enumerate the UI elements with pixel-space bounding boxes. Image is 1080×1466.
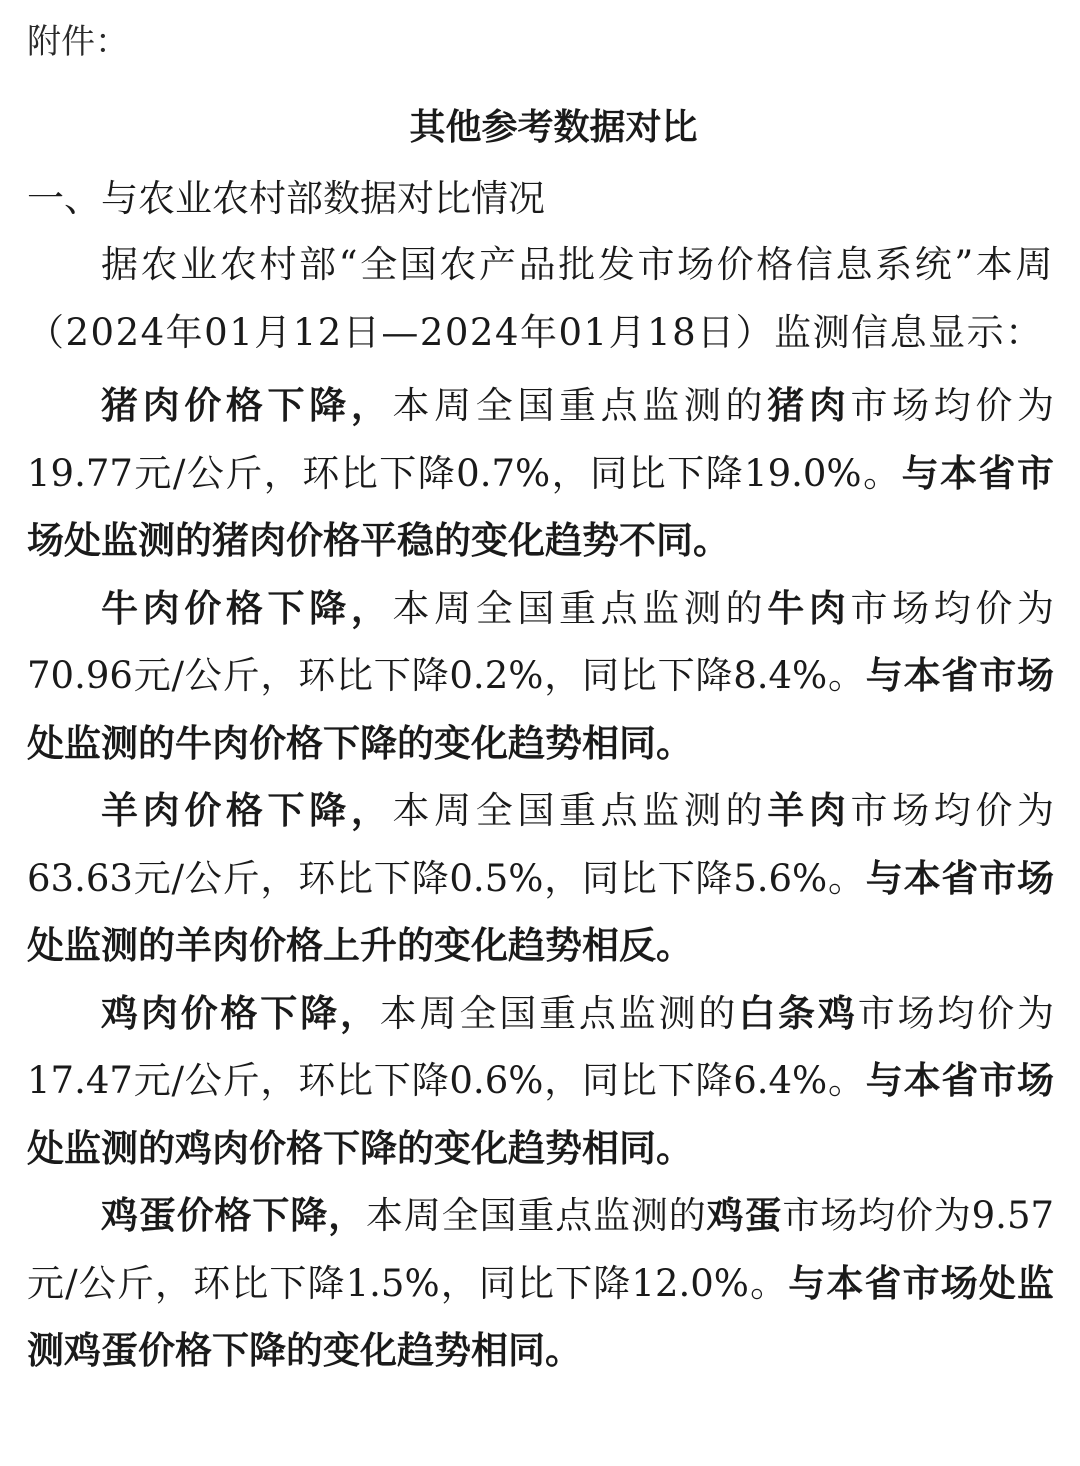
item-conclusion: 与本省市场处监测的鸡肉价格下降的变化趋势相同。 bbox=[27, 1059, 1054, 1170]
item-text: 市场均价为19.77元/公斤，环比下降0.7%，同比下降19.0%。 bbox=[27, 384, 1055, 495]
attachment-label: 附件： bbox=[27, 22, 129, 62]
item-text: 市场均价为9.57元/公斤，环比下降1.5%，同比下降12.0%。 bbox=[27, 1194, 1055, 1305]
price-item-pork bbox=[27, 372, 1054, 575]
item-product: 羊肉 bbox=[767, 789, 851, 832]
item-text: 市场均价为70.96元/公斤，环比下降0.2%，同比下降8.4%。 bbox=[27, 586, 1055, 697]
item-lead: 鸡肉价格下降， bbox=[101, 991, 380, 1035]
item-lead: 猪肉价格下降， bbox=[101, 384, 393, 427]
item-text: 本周全国重点监测的 bbox=[365, 1194, 707, 1237]
intro-paragraph: 据农业农村部“全国农产品批发市场价格信息系统”本周（2024年01月12日—2024年01月18日）监测信息显示： bbox=[27, 243, 1054, 354]
item-conclusion: 与本省市场处监测的猪肉价格平稳的变化趋势不同。 bbox=[27, 451, 1054, 562]
item-product: 白条鸡 bbox=[738, 991, 858, 1035]
price-item-beef bbox=[27, 575, 1054, 778]
item-lead: 羊肉价格下降， bbox=[101, 789, 393, 832]
item-lead: 牛肉价格下降， bbox=[101, 586, 393, 630]
item-conclusion: 与本省市场处监测的牛肉价格下降的变化趋势相同。 bbox=[27, 654, 1054, 765]
section-heading: 一、与农业农村部数据对比情况 bbox=[27, 177, 545, 220]
item-text: 市场均价为63.63元/公斤，环比下降0.5%，同比下降5.6%。 bbox=[27, 789, 1055, 900]
price-item-mutton bbox=[27, 777, 1054, 980]
item-text: 市场均价为17.47元/公斤，环比下降0.6%，同比下降6.4%。 bbox=[27, 991, 1055, 1102]
item-product: 猪肉 bbox=[767, 384, 851, 427]
item-product: 牛肉 bbox=[767, 586, 851, 630]
price-item-chicken bbox=[27, 980, 1054, 1183]
document-title: 其他参考数据对比 bbox=[409, 107, 698, 148]
item-product: 鸡蛋 bbox=[706, 1194, 783, 1237]
item-conclusion: 与本省市场处监测鸡蛋价格下降的变化趋势相同。 bbox=[27, 1261, 1054, 1372]
item-text: 本周全国重点监测的 bbox=[392, 384, 768, 427]
item-text: 本周全国重点监测的 bbox=[392, 789, 768, 832]
item-text: 本周全国重点监测的 bbox=[379, 991, 739, 1035]
item-text: 本周全国重点监测的 bbox=[392, 586, 768, 630]
item-conclusion: 与本省市场处监测的羊肉价格上升的变化趋势相反。 bbox=[27, 856, 1054, 967]
item-lead: 鸡蛋价格下降， bbox=[101, 1194, 366, 1237]
price-item-eggs bbox=[27, 1182, 1054, 1385]
